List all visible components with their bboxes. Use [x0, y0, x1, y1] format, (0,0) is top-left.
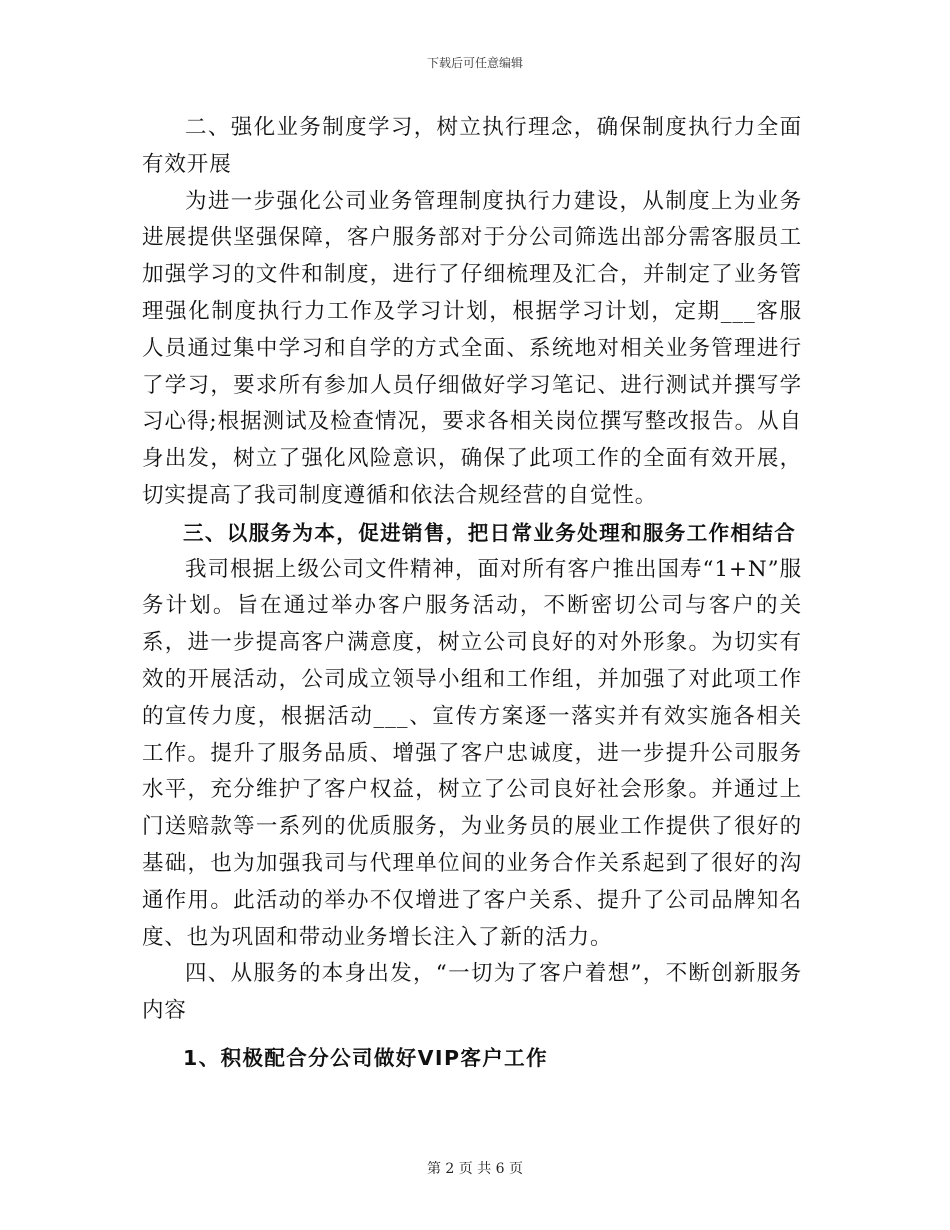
section-heading-3: 三、以服务为本，促进销售，把日常业务处理和服务工作相结合 [183, 520, 797, 545]
document-body [142, 110, 802, 1077]
section-heading-2: 二、强化业务制度学习，树立执行理念，确保制度执行力全面有效开展 [142, 115, 802, 177]
subsection-heading-1: 1、积极配合分公司做好VIP客户工作 [183, 1045, 548, 1070]
section-heading-4: 四、从服务的本身出发，“一切为了客户着想”，不断创新服务内容 [142, 961, 802, 1024]
paragraph-3-body: 我司根据上级公司文件精神，面对所有客户推出国寿“1+N”服务计划。旨在通过举办客户服务活动，不断密切公司与客户的关系，进一步提高客户满意度，树立公司良好的对外形象。为切实有效的开展活动，公司成立领导小组和工作组，并加强了对此项工作的宣传力度，根据活动___、宣传方案逐一落实并有效实施各相关工作。提升了服务品质、增强了客户忠诚度，进一步提升公司服务水平，充分维护了客户权益，树立了公司良好社会形象。并通过上门送赔款等一系列的优质服务，为业务员的展业工作提供了很好的基础，也为加强我司与代理单位间的业务合作关系起到了很好的沟通作用。此活动的举办不仅增进了客户关系、提升了公司品牌知名度、也为巩固和带动业务增长注入了新的活力。 [142, 556, 802, 950]
paragraph-2-body: 为进一步强化公司业务管理制度执行力建设，从制度上为业务进展提供坚强保障，客户服务部对于分公司筛选出部分需客服员工加强学习的文件和制度，进行了仔细梳理及汇合，并制定了业务管理强化制度执行力工作及学习计划，根据学习计划，定期___客服人员通过集中学习和自学的方式全面、系统地对相关业务管理进行了学习，要求所有参加人员仔细做好学习笔记、进行测试并撰写学习心得;根据测试及检查情况，要求各相关岗位撰写整改报告。从自身出发，树立了强化风险意识，确保了此项工作的全面有效开展，切实提高了我司制度遵循和依法合规经营的自觉性。 [142, 188, 802, 508]
page-header-note: 下载后可任意编辑 [426, 56, 523, 70]
page-number: 第 2 页 共 6 页 [426, 1161, 524, 1177]
